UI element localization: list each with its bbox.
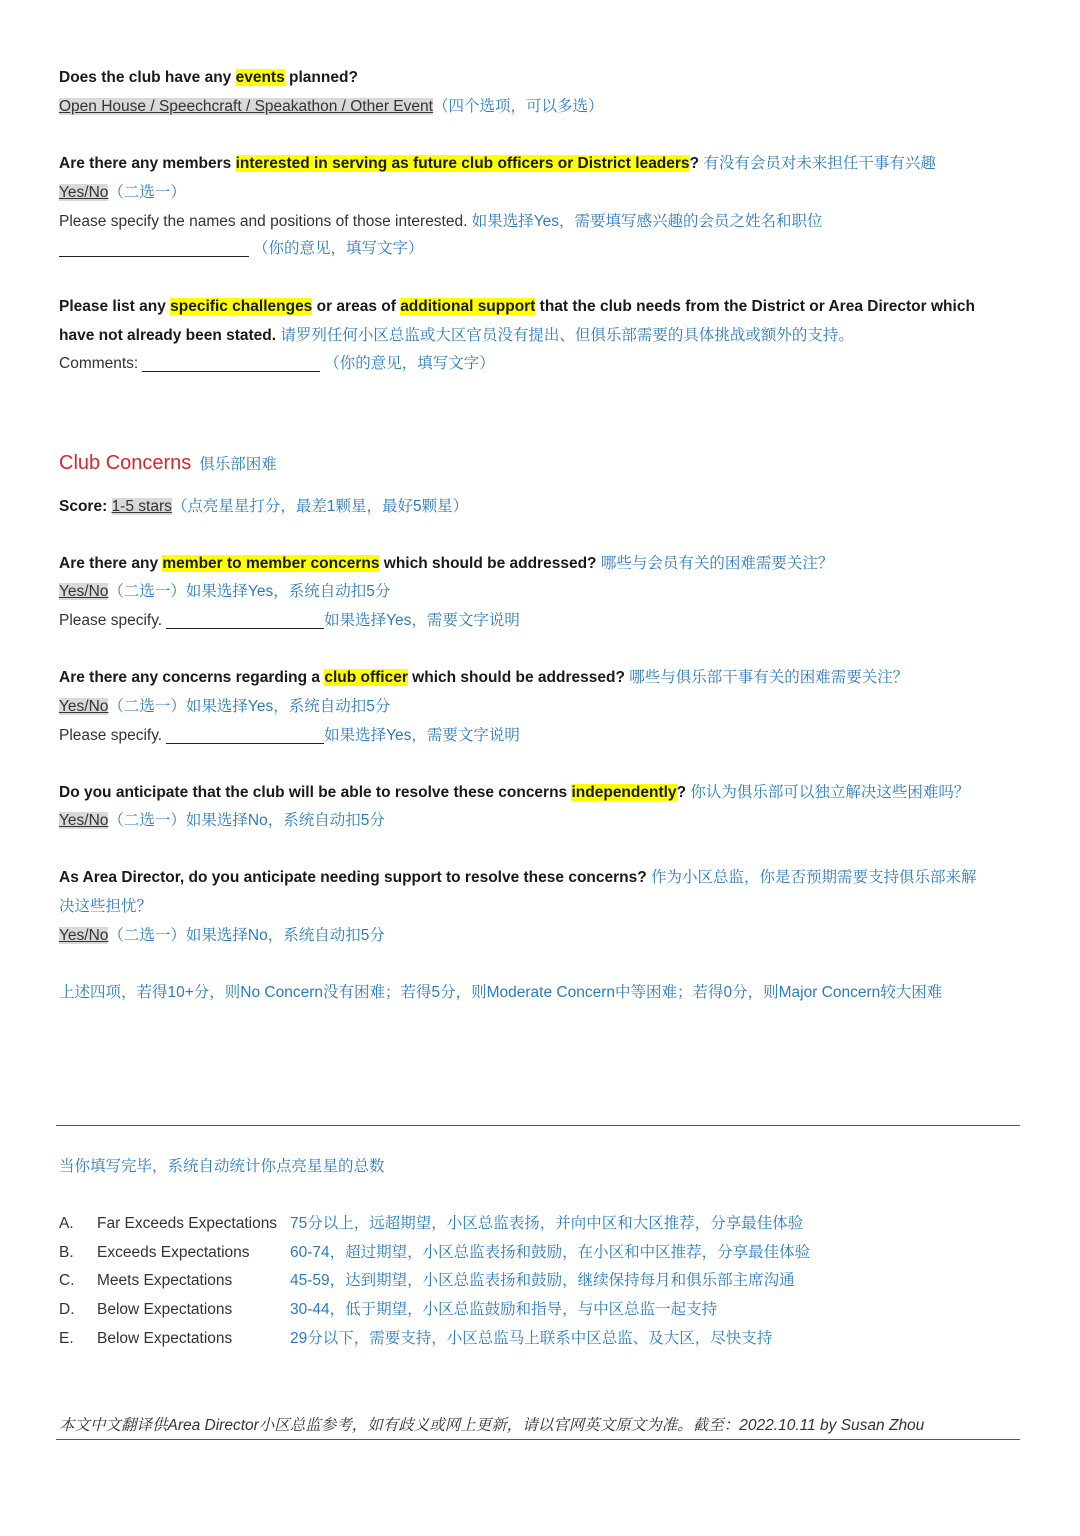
events-options-note: （四个选项，可以多选） bbox=[432, 98, 604, 115]
rating-row: B. Exceeds Expectations 60-74，超过期望，小区总监表扬和鼓励，在小区和中区推荐，分享最佳体验 bbox=[59, 1244, 811, 1261]
officers-blank-row bbox=[59, 239, 424, 259]
officers-specify: Please specify the names and positions of those interested. bbox=[59, 213, 468, 230]
officers-specify-row bbox=[59, 212, 823, 232]
officers-question: Are there any members interested in serving as future club officers or District leaders? 有没有会员对未来担任干事有兴趣 bbox=[59, 155, 936, 172]
divider-bottom bbox=[56, 1439, 1020, 1440]
score-note: （点亮星星打分，最差1颗星，最好5颗星） bbox=[171, 498, 469, 515]
challenges-question-line2: have not already been stated. 请罗列任何小区总监或大区官员没有提出、但俱乐部需要的具体挑战或额外的支持。 bbox=[59, 327, 854, 344]
challenges-comments-label: Comments: bbox=[59, 355, 139, 372]
challenges-blank-note: （你的意见，填写文字） bbox=[324, 355, 495, 372]
officers-specify-cn: 如果选择Yes，需要填写感兴趣的会员之姓名和职位 bbox=[467, 213, 823, 230]
concern-q3-yesno-row: Yes/No（二选一）如果选择No，系统自动扣5分 bbox=[59, 812, 385, 829]
concern-q3: Do you anticipate that the club will be able to resolve these concerns independently? 你认为俱乐部可以独立解决这些困难吗？ bbox=[59, 784, 970, 801]
officers-blank-note: （你的意见，填写文字） bbox=[253, 240, 424, 257]
concern-q4: As Area Director, do you anticipate needing support to resolve these concerns? 作为小区总监，你是否预期需要支持俱乐部来解 bbox=[59, 869, 977, 886]
club-concerns-heading-cn: 俱乐部困难 bbox=[199, 456, 277, 473]
score-row bbox=[59, 497, 468, 517]
concern-q1-specify-row: Please specify. 如果选择Yes，需要文字说明 bbox=[59, 612, 520, 629]
concern-q3-yesno[interactable]: Yes/No bbox=[59, 812, 109, 829]
events-options[interactable]: Open House / Speechcraft / Speakathon / Other Event bbox=[59, 98, 433, 115]
challenges-question-cn: 请罗列任何小区总监或大区官员没有提出、但俱乐部需要的具体挑战或额外的支持。 bbox=[276, 327, 854, 344]
club-concerns-heading: Club Concerns 俱乐部困难 bbox=[59, 452, 277, 474]
officers-question-cn: 有没有会员对未来担任干事有兴趣 bbox=[699, 155, 936, 172]
concern-q1-yesno-row: Yes/No（二选一）如果选择Yes，系统自动扣5分 bbox=[59, 583, 391, 600]
concern-q1-yesno[interactable]: Yes/No bbox=[59, 583, 109, 600]
events-highlight: events bbox=[235, 69, 285, 86]
officers-answer-field[interactable] bbox=[59, 242, 249, 257]
rating-row: C. Meets Expectations 45-59，达到期望，小区总监表扬和鼓励，继续保持每月和俱乐部主席沟通 bbox=[59, 1272, 795, 1289]
concern-q4-yesno[interactable]: Yes/No bbox=[59, 927, 109, 944]
footer-note: 本文中文翻译供Area Director小区总监参考，如有歧义或网上更新，请以官网英文原文为准。截至：2022.10.11 by Susan Zhou bbox=[59, 1417, 925, 1434]
concern-q2-yesno-row: Yes/No（二选一）如果选择Yes，系统自动扣5分 bbox=[59, 698, 391, 715]
officers-yesno[interactable]: Yes/No bbox=[59, 184, 109, 201]
officers-highlight: interested in serving as future club officers or District leaders bbox=[235, 155, 690, 172]
events-question: Does the club have any events planned? bbox=[59, 69, 358, 86]
rating-row: E. Below Expectations 29分以下，需要支持，小区总监马上联系中区总监、及大区，尽快支持 bbox=[59, 1330, 773, 1347]
concern-q1-specify-field[interactable] bbox=[166, 614, 324, 629]
concern-q2-specify-field[interactable] bbox=[166, 729, 324, 744]
challenges-comments-row bbox=[59, 354, 495, 374]
rating-row: D. Below Expectations 30-44，低于期望，小区总监鼓励和指导，与中区总监一起支持 bbox=[59, 1301, 718, 1318]
concern-q1: Are there any member to member concerns which should be addressed? 哪些与会员有关的困难需要关注？ bbox=[59, 555, 834, 572]
concern-q2: Are there any concerns regarding a club officer which should be addressed? 哪些与俱乐部干事有关的困难需要关注？ bbox=[59, 669, 909, 686]
concern-q4-line2: 决这些担忧？ bbox=[59, 898, 153, 915]
totals-intro: 当你填写完毕，系统自动统计你点亮星星的总数 bbox=[59, 1158, 385, 1175]
concern-q2-yesno[interactable]: Yes/No bbox=[59, 698, 109, 715]
challenges-question: Please list any specific challenges or areas of additional support that the club needs from the District or Area Director which bbox=[59, 298, 975, 315]
concerns-summary: 上述四项，若得10+分，则No Concern没有困难；若得5分，则Moderate Concern中等困难；若得0分，则Major Concern较大困难 bbox=[59, 984, 943, 1001]
divider-top bbox=[56, 1125, 1020, 1126]
events-options-row bbox=[59, 97, 603, 117]
challenges-comments-field[interactable] bbox=[142, 357, 320, 372]
concern-q2-specify-row: Please specify. 如果选择Yes，需要文字说明 bbox=[59, 727, 520, 744]
officers-yesno-note: （二选一） bbox=[108, 184, 186, 201]
concern-q4-yesno-row: Yes/No（二选一）如果选择No，系统自动扣5分 bbox=[59, 927, 385, 944]
score-value[interactable]: 1-5 stars bbox=[111, 498, 172, 515]
officers-yesno-row bbox=[59, 183, 186, 203]
rating-row: A. Far Exceeds Expectations 75分以上，远超期望，小区总监表扬，并向中区和大区推荐，分享最佳体验 bbox=[59, 1215, 804, 1232]
score-label: Score: bbox=[59, 498, 108, 515]
